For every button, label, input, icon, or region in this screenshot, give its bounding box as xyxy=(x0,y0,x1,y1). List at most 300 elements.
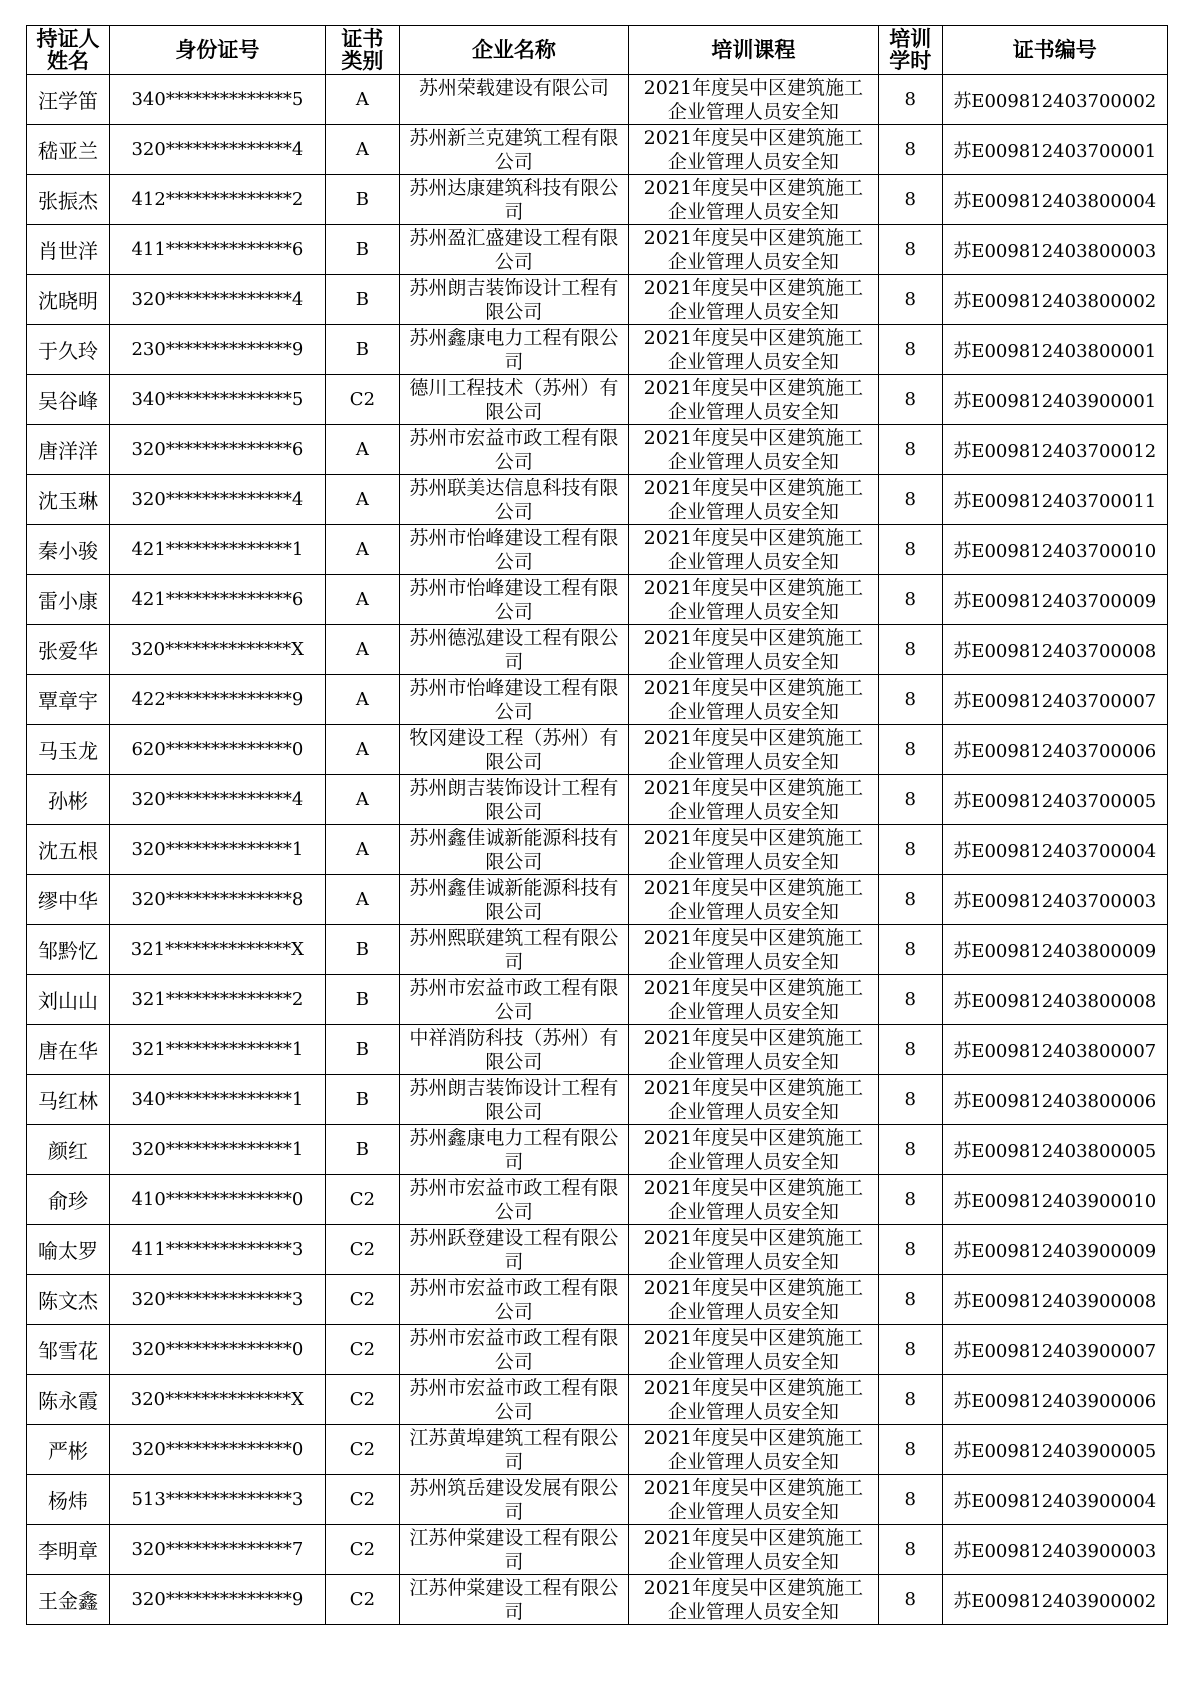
table-row xyxy=(27,525,1168,575)
training-course-cell-text: 2021年度吴中区建筑施工企业管理人员安全知 xyxy=(643,1477,864,1523)
certificate-number-cell: 苏E009812403800004 xyxy=(942,175,1167,225)
company-name-cell xyxy=(400,375,629,425)
id-number-cell: 320**************1 xyxy=(110,825,326,875)
certificate-category-cell: A xyxy=(325,575,399,625)
certificate-number-cell: 苏E009812403800007 xyxy=(942,1025,1167,1075)
table-row xyxy=(27,225,1168,275)
training-course-cell-text: 2021年度吴中区建筑施工企业管理人员安全知 xyxy=(643,527,864,573)
table-row xyxy=(27,1475,1168,1525)
company-name-cell-text: 苏州跃登建设工程有限公司 xyxy=(409,1227,619,1273)
training-course-cell xyxy=(628,575,878,625)
training-course-cell xyxy=(628,225,878,275)
company-name-cell xyxy=(400,675,629,725)
training-hours-cell: 8 xyxy=(878,1025,942,1075)
holder-name-cell: 唐洋洋 xyxy=(27,425,110,475)
company-name-cell xyxy=(400,925,629,975)
company-name-cell xyxy=(400,1225,629,1275)
certificate-category-cell: B xyxy=(325,275,399,325)
table-row xyxy=(27,1225,1168,1275)
training-course-cell-text: 2021年度吴中区建筑施工企业管理人员安全知 xyxy=(643,827,864,873)
table-row xyxy=(27,375,1168,425)
training-course-cell xyxy=(628,1175,878,1225)
company-name-cell-text: 苏州市宏益市政工程有限公司 xyxy=(409,1277,619,1323)
id-number-cell: 421**************6 xyxy=(110,575,326,625)
training-course-cell xyxy=(628,775,878,825)
company-name-cell-text: 德川工程技术（苏州）有限公司 xyxy=(409,377,619,423)
certificate-number-cell: 苏E009812403900008 xyxy=(942,1275,1167,1325)
company-name-cell xyxy=(400,1025,629,1075)
header-certificate-number: 证书编号 xyxy=(942,26,1167,75)
training-course-cell-text: 2021年度吴中区建筑施工企业管理人员安全知 xyxy=(643,927,864,973)
company-name-cell-text: 苏州鑫佳诚新能源科技有限公司 xyxy=(409,877,619,923)
certificate-number-cell: 苏E009812403900010 xyxy=(942,1175,1167,1225)
holder-name-cell: 缪中华 xyxy=(27,875,110,925)
id-number-cell: 513**************3 xyxy=(110,1475,326,1525)
id-number-cell: 410**************0 xyxy=(110,1175,326,1225)
company-name-cell-text: 苏州市怡峰建设工程有限公司 xyxy=(409,577,619,623)
training-course-cell-text: 2021年度吴中区建筑施工企业管理人员安全知 xyxy=(643,227,864,273)
table-row xyxy=(27,725,1168,775)
training-hours-cell: 8 xyxy=(878,1475,942,1525)
id-number-cell: 321**************X xyxy=(110,925,326,975)
holder-name-cell: 颜红 xyxy=(27,1125,110,1175)
table-row xyxy=(27,1375,1168,1425)
training-hours-cell: 8 xyxy=(878,775,942,825)
company-name-cell xyxy=(400,1075,629,1125)
training-course-cell xyxy=(628,475,878,525)
company-name-cell xyxy=(400,525,629,575)
company-name-cell xyxy=(400,1375,629,1425)
header-holder-name: 持证人姓名 xyxy=(27,26,110,75)
training-course-cell-text: 2021年度吴中区建筑施工企业管理人员安全知 xyxy=(643,127,864,173)
company-name-cell xyxy=(400,725,629,775)
table-row xyxy=(27,1175,1168,1225)
training-hours-cell: 8 xyxy=(878,375,942,425)
table-row xyxy=(27,775,1168,825)
company-name-cell-text: 苏州市宏益市政工程有限公司 xyxy=(409,977,619,1023)
holder-name-cell: 喻太罗 xyxy=(27,1225,110,1275)
certificate-category-cell: B xyxy=(325,225,399,275)
training-course-cell-text: 2021年度吴中区建筑施工企业管理人员安全知 xyxy=(643,1327,864,1373)
company-name-cell-text: 苏州德泓建设工程有限公司 xyxy=(409,627,619,673)
table-row xyxy=(27,125,1168,175)
header-training-hours: 培训学时 xyxy=(878,26,942,75)
company-name-cell xyxy=(400,75,629,125)
certificate-number-cell: 苏E009812403700001 xyxy=(942,125,1167,175)
table-row xyxy=(27,475,1168,525)
training-hours-cell: 8 xyxy=(878,925,942,975)
training-course-cell-text: 2021年度吴中区建筑施工企业管理人员安全知 xyxy=(643,1127,864,1173)
id-number-cell: 320**************0 xyxy=(110,1325,326,1375)
holder-name-cell: 陈文杰 xyxy=(27,1275,110,1325)
training-hours-cell: 8 xyxy=(878,875,942,925)
holder-name-cell: 肖世洋 xyxy=(27,225,110,275)
training-hours-cell: 8 xyxy=(878,1375,942,1425)
id-number-cell: 421**************1 xyxy=(110,525,326,575)
table-row xyxy=(27,1575,1168,1625)
training-hours-cell: 8 xyxy=(878,1275,942,1325)
training-hours-cell: 8 xyxy=(878,1325,942,1375)
certificate-category-cell: A xyxy=(325,75,399,125)
training-course-cell-text: 2021年度吴中区建筑施工企业管理人员安全知 xyxy=(643,377,864,423)
certificate-category-cell: A xyxy=(325,825,399,875)
holder-name-cell: 张爱华 xyxy=(27,625,110,675)
certificate-category-cell: C2 xyxy=(325,1475,399,1525)
certificate-number-cell: 苏E009812403800001 xyxy=(942,325,1167,375)
training-course-cell xyxy=(628,1475,878,1525)
training-course-cell-text: 2021年度吴中区建筑施工企业管理人员安全知 xyxy=(643,77,864,123)
company-name-cell xyxy=(400,125,629,175)
holder-name-cell: 沈晓明 xyxy=(27,275,110,325)
training-hours-cell: 8 xyxy=(878,325,942,375)
company-name-cell xyxy=(400,875,629,925)
training-course-cell-text: 2021年度吴中区建筑施工企业管理人员安全知 xyxy=(643,777,864,823)
holder-name-cell: 沈五根 xyxy=(27,825,110,875)
holder-name-cell: 李明章 xyxy=(27,1525,110,1575)
table-row xyxy=(27,575,1168,625)
id-number-cell: 230**************9 xyxy=(110,325,326,375)
table-row xyxy=(27,875,1168,925)
certificate-category-cell: C2 xyxy=(325,1325,399,1375)
certificate-number-cell: 苏E009812403800008 xyxy=(942,975,1167,1025)
certificate-number-cell: 苏E009812403900009 xyxy=(942,1225,1167,1275)
company-name-cell-text: 苏州市宏益市政工程有限公司 xyxy=(409,1377,619,1423)
holder-name-cell: 孙彬 xyxy=(27,775,110,825)
certificate-category-cell: B xyxy=(325,975,399,1025)
holder-name-cell: 陈永霞 xyxy=(27,1375,110,1425)
table-row xyxy=(27,1525,1168,1575)
certificate-number-cell: 苏E009812403800002 xyxy=(942,275,1167,325)
training-course-cell xyxy=(628,975,878,1025)
certificate-category-cell: C2 xyxy=(325,1575,399,1625)
company-name-cell xyxy=(400,575,629,625)
header-company-name: 企业名称 xyxy=(400,26,629,75)
training-course-cell xyxy=(628,625,878,675)
id-number-cell: 320**************6 xyxy=(110,425,326,475)
certificate-number-cell: 苏E009812403700006 xyxy=(942,725,1167,775)
holder-name-cell: 刘山山 xyxy=(27,975,110,1025)
training-course-cell-text: 2021年度吴中区建筑施工企业管理人员安全知 xyxy=(643,1177,864,1223)
certificate-category-cell: B xyxy=(325,325,399,375)
training-course-cell xyxy=(628,75,878,125)
company-name-cell-text: 苏州联美达信息科技有限公司 xyxy=(409,477,619,523)
holder-name-cell: 严彬 xyxy=(27,1425,110,1475)
table-row xyxy=(27,75,1168,125)
training-course-cell-text: 2021年度吴中区建筑施工企业管理人员安全知 xyxy=(643,1277,864,1323)
training-course-cell xyxy=(628,525,878,575)
header-row xyxy=(27,26,1168,75)
table-row xyxy=(27,1275,1168,1325)
training-course-cell xyxy=(628,125,878,175)
certificate-number-cell: 苏E009812403900005 xyxy=(942,1425,1167,1475)
certificate-number-cell: 苏E009812403700012 xyxy=(942,425,1167,475)
id-number-cell: 320**************1 xyxy=(110,1125,326,1175)
training-hours-cell: 8 xyxy=(878,225,942,275)
table-row xyxy=(27,925,1168,975)
training-course-cell-text: 2021年度吴中区建筑施工企业管理人员安全知 xyxy=(643,277,864,323)
certificate-category-cell: C2 xyxy=(325,1425,399,1475)
certificate-category-cell: B xyxy=(325,1025,399,1075)
training-course-cell xyxy=(628,1525,878,1575)
holder-name-cell: 王金鑫 xyxy=(27,1575,110,1625)
training-hours-cell: 8 xyxy=(878,1075,942,1125)
company-name-cell-text: 苏州市怡峰建设工程有限公司 xyxy=(409,527,619,573)
company-name-cell-text: 苏州市怡峰建设工程有限公司 xyxy=(409,677,619,723)
training-course-cell-text: 2021年度吴中区建筑施工企业管理人员安全知 xyxy=(643,1427,864,1473)
company-name-cell xyxy=(400,1275,629,1325)
company-name-cell-text: 江苏仲棠建设工程有限公司 xyxy=(409,1577,619,1623)
holder-name-cell: 邹黔忆 xyxy=(27,925,110,975)
certificate-number-cell: 苏E009812403700004 xyxy=(942,825,1167,875)
training-course-cell xyxy=(628,725,878,775)
certificate-category-cell: C2 xyxy=(325,1175,399,1225)
id-number-cell: 320**************8 xyxy=(110,875,326,925)
training-hours-cell: 8 xyxy=(878,1425,942,1475)
training-hours-cell: 8 xyxy=(878,275,942,325)
training-course-cell-text: 2021年度吴中区建筑施工企业管理人员安全知 xyxy=(643,477,864,523)
training-hours-cell: 8 xyxy=(878,425,942,475)
training-course-cell xyxy=(628,1025,878,1075)
holder-name-cell: 杨炜 xyxy=(27,1475,110,1525)
holder-name-cell: 覃章宇 xyxy=(27,675,110,725)
certificate-number-cell: 苏E009812403800009 xyxy=(942,925,1167,975)
training-course-cell-text: 2021年度吴中区建筑施工企业管理人员安全知 xyxy=(643,1027,864,1073)
header-training-course: 培训课程 xyxy=(628,26,878,75)
training-course-cell xyxy=(628,1425,878,1475)
training-hours-cell: 8 xyxy=(878,625,942,675)
training-course-cell xyxy=(628,1225,878,1275)
training-course-cell xyxy=(628,1575,878,1625)
training-hours-cell: 8 xyxy=(878,675,942,725)
training-course-cell xyxy=(628,175,878,225)
company-name-cell-text: 苏州朗吉装饰设计工程有限公司 xyxy=(409,277,619,323)
company-name-cell-text: 苏州鑫佳诚新能源科技有限公司 xyxy=(409,827,619,873)
training-course-cell xyxy=(628,1375,878,1425)
table-row xyxy=(27,1025,1168,1075)
holder-name-cell: 秦小骏 xyxy=(27,525,110,575)
company-name-cell-text: 苏州盈汇盛建设工程有限公司 xyxy=(409,227,619,273)
header-id-number: 身份证号 xyxy=(110,26,326,75)
id-number-cell: 320**************4 xyxy=(110,125,326,175)
company-name-cell-text: 牧冈建设工程（苏州）有限公司 xyxy=(409,727,619,773)
training-hours-cell: 8 xyxy=(878,1575,942,1625)
company-name-cell xyxy=(400,1475,629,1525)
certificate-number-cell: 苏E009812403900002 xyxy=(942,1575,1167,1625)
certificate-category-cell: C2 xyxy=(325,1375,399,1425)
certificate-number-cell: 苏E009812403800006 xyxy=(942,1075,1167,1125)
holder-name-cell: 张振杰 xyxy=(27,175,110,225)
certificate-number-cell: 苏E009812403900006 xyxy=(942,1375,1167,1425)
training-course-cell-text: 2021年度吴中区建筑施工企业管理人员安全知 xyxy=(643,327,864,373)
certificate-category-cell: A xyxy=(325,525,399,575)
holder-name-cell: 马玉龙 xyxy=(27,725,110,775)
training-hours-cell: 8 xyxy=(878,175,942,225)
id-number-cell: 340**************1 xyxy=(110,1075,326,1125)
certificate-list-page xyxy=(26,25,1168,1625)
certificate-number-cell: 苏E009812403700010 xyxy=(942,525,1167,575)
training-course-cell-text: 2021年度吴中区建筑施工企业管理人员安全知 xyxy=(643,1227,864,1273)
certificate-number-cell: 苏E009812403700003 xyxy=(942,875,1167,925)
company-name-cell xyxy=(400,825,629,875)
company-name-cell-text: 苏州鑫康电力工程有限公司 xyxy=(409,1127,619,1173)
holder-name-cell: 沈玉琳 xyxy=(27,475,110,525)
certificate-number-cell: 苏E009812403700011 xyxy=(942,475,1167,525)
company-name-cell-text: 江苏黄埠建筑工程有限公司 xyxy=(409,1427,619,1473)
id-number-cell: 320**************4 xyxy=(110,275,326,325)
certificate-category-cell: A xyxy=(325,125,399,175)
table-row xyxy=(27,675,1168,725)
certificate-category-cell: A xyxy=(325,875,399,925)
certificate-category-cell: A xyxy=(325,625,399,675)
header-certificate-category: 证书类别 xyxy=(325,26,399,75)
table-row xyxy=(27,1325,1168,1375)
company-name-cell-text: 苏州朗吉装饰设计工程有限公司 xyxy=(409,777,619,823)
company-name-cell xyxy=(400,225,629,275)
training-hours-cell: 8 xyxy=(878,975,942,1025)
company-name-cell-text: 江苏仲棠建设工程有限公司 xyxy=(409,1527,619,1573)
training-course-cell xyxy=(628,1125,878,1175)
holder-name-cell: 汪学笛 xyxy=(27,75,110,125)
table-row xyxy=(27,1425,1168,1475)
certificate-category-cell: B xyxy=(325,925,399,975)
training-hours-cell: 8 xyxy=(878,1525,942,1575)
table-row xyxy=(27,1125,1168,1175)
id-number-cell: 320**************9 xyxy=(110,1575,326,1625)
id-number-cell: 320**************4 xyxy=(110,775,326,825)
company-name-cell xyxy=(400,975,629,1025)
id-number-cell: 320**************7 xyxy=(110,1525,326,1575)
training-course-cell xyxy=(628,1075,878,1125)
certificate-category-cell: A xyxy=(325,725,399,775)
holder-name-cell: 于久玲 xyxy=(27,325,110,375)
training-hours-cell: 8 xyxy=(878,475,942,525)
id-number-cell: 320**************0 xyxy=(110,1425,326,1475)
certificate-category-cell: C2 xyxy=(325,1525,399,1575)
training-hours-cell: 8 xyxy=(878,125,942,175)
training-course-cell-text: 2021年度吴中区建筑施工企业管理人员安全知 xyxy=(643,1577,864,1623)
table-header xyxy=(27,26,1168,75)
company-name-cell xyxy=(400,325,629,375)
training-course-cell-text: 2021年度吴中区建筑施工企业管理人员安全知 xyxy=(643,877,864,923)
certificate-category-cell: A xyxy=(325,475,399,525)
holder-name-cell: 俞珍 xyxy=(27,1175,110,1225)
training-course-cell-text: 2021年度吴中区建筑施工企业管理人员安全知 xyxy=(643,1527,864,1573)
certificate-category-cell: C2 xyxy=(325,1225,399,1275)
table-body xyxy=(27,75,1168,1625)
table-row xyxy=(27,325,1168,375)
training-hours-cell: 8 xyxy=(878,525,942,575)
holder-name-cell: 马红林 xyxy=(27,1075,110,1125)
certificate-number-cell: 苏E009812403900007 xyxy=(942,1325,1167,1375)
training-course-cell xyxy=(628,425,878,475)
training-hours-cell: 8 xyxy=(878,575,942,625)
company-name-cell-text: 中祥消防科技（苏州）有限公司 xyxy=(409,1027,619,1073)
company-name-cell-text: 苏州朗吉装饰设计工程有限公司 xyxy=(409,1077,619,1123)
id-number-cell: 320**************4 xyxy=(110,475,326,525)
certificate-number-cell: 苏E009812403700002 xyxy=(942,75,1167,125)
company-name-cell xyxy=(400,1125,629,1175)
table-row xyxy=(27,625,1168,675)
id-number-cell: 411**************6 xyxy=(110,225,326,275)
holder-name-cell: 雷小康 xyxy=(27,575,110,625)
certificate-category-cell: A xyxy=(325,425,399,475)
certificate-category-cell: C2 xyxy=(325,375,399,425)
id-number-cell: 321**************1 xyxy=(110,1025,326,1075)
company-name-cell-text: 苏州荣载建设有限公司 xyxy=(418,77,609,99)
certificate-number-cell: 苏E009812403900003 xyxy=(942,1525,1167,1575)
company-name-cell xyxy=(400,1425,629,1475)
holder-name-cell: 嵇亚兰 xyxy=(27,125,110,175)
holder-name-cell: 吴谷峰 xyxy=(27,375,110,425)
company-name-cell xyxy=(400,1575,629,1625)
training-course-cell xyxy=(628,275,878,325)
certificate-category-cell: B xyxy=(325,175,399,225)
company-name-cell xyxy=(400,625,629,675)
company-name-cell-text: 苏州筑岳建设发展有限公司 xyxy=(409,1477,619,1523)
training-course-cell xyxy=(628,875,878,925)
table-row xyxy=(27,275,1168,325)
id-number-cell: 320**************3 xyxy=(110,1275,326,1325)
certificate-number-cell: 苏E009812403900004 xyxy=(942,1475,1167,1525)
training-course-cell-text: 2021年度吴中区建筑施工企业管理人员安全知 xyxy=(643,677,864,723)
training-hours-cell: 8 xyxy=(878,75,942,125)
company-name-cell xyxy=(400,1525,629,1575)
training-hours-cell: 8 xyxy=(878,725,942,775)
certificate-category-cell: A xyxy=(325,675,399,725)
training-course-cell xyxy=(628,325,878,375)
training-course-cell-text: 2021年度吴中区建筑施工企业管理人员安全知 xyxy=(643,727,864,773)
holder-name-cell: 邹雪花 xyxy=(27,1325,110,1375)
certificate-number-cell: 苏E009812403700005 xyxy=(942,775,1167,825)
training-course-cell-text: 2021年度吴中区建筑施工企业管理人员安全知 xyxy=(643,977,864,1023)
company-name-cell-text: 苏州新兰克建筑工程有限公司 xyxy=(409,127,619,173)
training-course-cell-text: 2021年度吴中区建筑施工企业管理人员安全知 xyxy=(643,577,864,623)
id-number-cell: 321**************2 xyxy=(110,975,326,1025)
company-name-cell xyxy=(400,475,629,525)
company-name-cell-text: 苏州市宏益市政工程有限公司 xyxy=(409,1177,619,1223)
certificate-category-cell: B xyxy=(325,1125,399,1175)
table-row xyxy=(27,425,1168,475)
training-course-cell xyxy=(628,675,878,725)
company-name-cell xyxy=(400,175,629,225)
certificate-category-cell: B xyxy=(325,1075,399,1125)
id-number-cell: 422**************9 xyxy=(110,675,326,725)
table-row xyxy=(27,1075,1168,1125)
certificate-category-cell: A xyxy=(325,775,399,825)
id-number-cell: 411**************3 xyxy=(110,1225,326,1275)
certificate-number-cell: 苏E009812403700009 xyxy=(942,575,1167,625)
training-course-cell-text: 2021年度吴中区建筑施工企业管理人员安全知 xyxy=(643,1377,864,1423)
training-course-cell-text: 2021年度吴中区建筑施工企业管理人员安全知 xyxy=(643,427,864,473)
company-name-cell xyxy=(400,1175,629,1225)
training-hours-cell: 8 xyxy=(878,1125,942,1175)
company-name-cell-text: 苏州达康建筑科技有限公司 xyxy=(409,177,619,223)
company-name-cell xyxy=(400,275,629,325)
company-name-cell xyxy=(400,425,629,475)
certificate-number-cell: 苏E009812403700008 xyxy=(942,625,1167,675)
certificate-number-cell: 苏E009812403800005 xyxy=(942,1125,1167,1175)
training-hours-cell: 8 xyxy=(878,1175,942,1225)
certificate-table xyxy=(26,25,1168,1625)
certificate-category-cell: C2 xyxy=(325,1275,399,1325)
company-name-cell-text: 苏州鑫康电力工程有限公司 xyxy=(409,327,619,373)
training-course-cell-text: 2021年度吴中区建筑施工企业管理人员安全知 xyxy=(643,627,864,673)
holder-name-cell: 唐在华 xyxy=(27,1025,110,1075)
company-name-cell-text: 苏州市宏益市政工程有限公司 xyxy=(409,427,619,473)
id-number-cell: 320**************X xyxy=(110,1375,326,1425)
training-course-cell xyxy=(628,1275,878,1325)
id-number-cell: 340**************5 xyxy=(110,75,326,125)
